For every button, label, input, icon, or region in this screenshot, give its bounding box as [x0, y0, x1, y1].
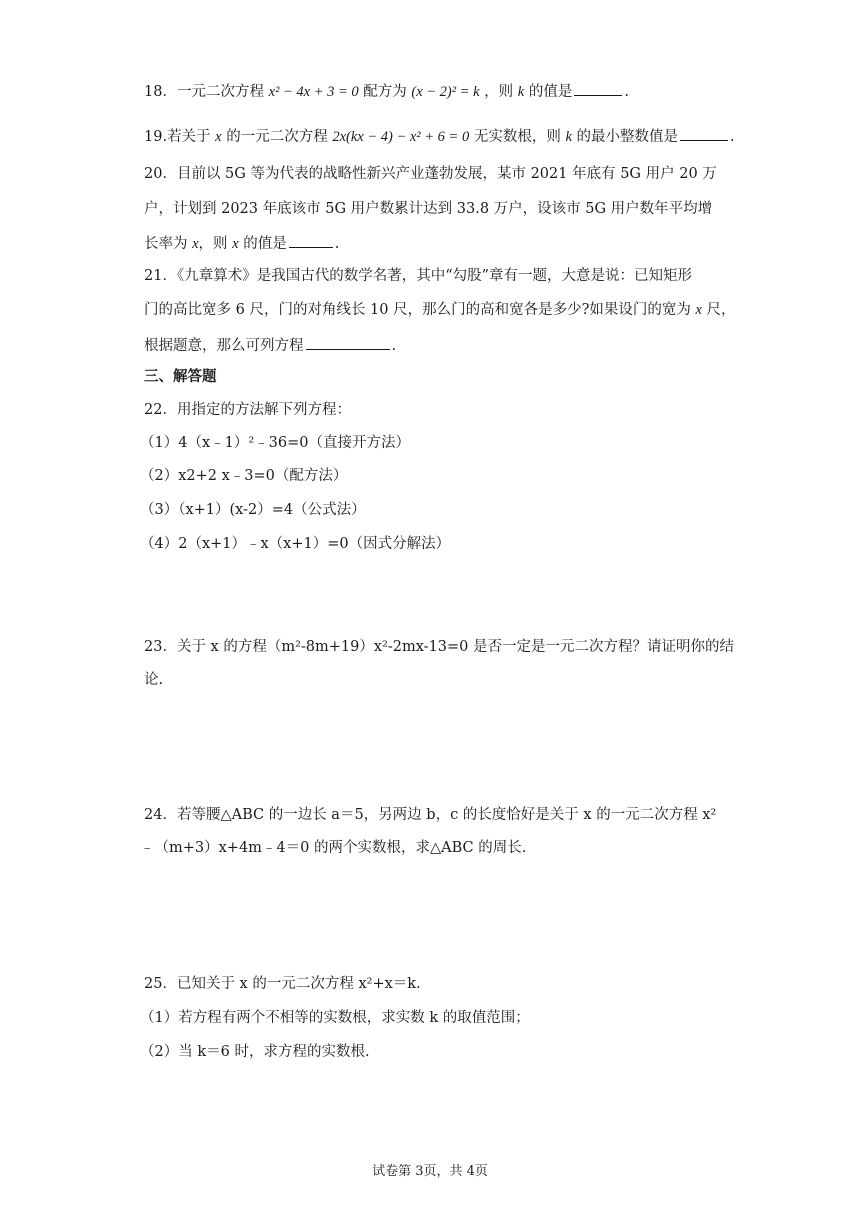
question-22-part-3: （3）（x+1）(x-2）=4（公式法）	[140, 502, 366, 518]
question-21-line-1: 21．《九章算术》是我国古代的数学名著，其中“勾股”章有一题，大意是说：已知矩形	[144, 268, 693, 284]
question-22-part-1: （1）4（x﹣1）²﹣36=0（直接开方法）	[140, 435, 410, 451]
q20-text-2: ，则	[198, 236, 233, 252]
q18-number: 18．	[144, 84, 177, 100]
question-25-line-1: 25．已知关于 x 的一元二次方程 x²+x＝k.	[144, 976, 421, 992]
question-24-line-1: 24．若等腰△ABC 的一边长 a＝5，另两边 b，c 的长度恰好是关于 x 的一元二次方程 x²	[144, 807, 717, 823]
question-24-line-2: ﹣（m+3）x+4m﹣4＝0 的两个实数根，求△ABC 的周长.	[140, 840, 527, 856]
q19-number: 19.	[144, 129, 168, 145]
q21-text-2: 尺，	[701, 302, 736, 318]
q21-period: .	[391, 338, 397, 354]
question-22-part-2: （2）x2+2 x﹣3=0（配方法）	[140, 468, 348, 484]
answer-blank	[680, 125, 728, 141]
question-21-line-3	[144, 334, 396, 356]
q20-x-2: x	[232, 236, 239, 252]
q20-text-3: 的值是	[238, 236, 287, 252]
page-footer: 试卷第 3页，共 4页	[372, 1164, 488, 1179]
question-20-line-1: 20．目前以 5G 等为代表的战略性新兴产业蓬勃发展，某市 2021 年底有 5G 用户 20 万	[144, 166, 717, 182]
q20-text: 长率为	[144, 236, 193, 252]
q18-equation-2: (x − 2)² = k	[411, 84, 480, 100]
answer-blank	[574, 80, 622, 96]
q19-x: x	[215, 129, 222, 145]
q20-x: x	[192, 236, 199, 252]
answer-blank	[289, 232, 333, 248]
q18-period: .	[624, 84, 629, 100]
q21-x: x	[695, 302, 702, 318]
q19-text: 若关于	[167, 129, 216, 145]
q19-text-4: 的最小整数值是	[571, 129, 678, 145]
question-22-part-4: （4）2（x+1）﹣x（x+1）=0（因式分解法）	[140, 536, 451, 552]
q18-k: k	[517, 84, 525, 100]
q18-text-2: 配方为	[358, 84, 412, 100]
question-20-line-3	[144, 232, 339, 254]
q18-text-3: ，则	[479, 84, 518, 100]
q21-text-3: 根据题意，那么可列方程	[144, 338, 304, 354]
q19-text-3: 无实数根，则	[469, 129, 566, 145]
q20-period: .	[334, 236, 340, 252]
question-21-line-2	[144, 300, 736, 320]
q19-k: k	[565, 129, 572, 145]
question-25-part-2: （2）当 k＝6 时，求方程的实数根.	[140, 1044, 370, 1060]
q19-period: .	[729, 129, 735, 145]
q18-text-4: 的值是	[524, 84, 573, 100]
question-23-line-2: 论.	[144, 672, 164, 688]
answer-blank	[306, 334, 390, 350]
question-19	[144, 125, 735, 147]
q21-text: 门的高比宽多 6 尺，门的对角线长 10 尺，那么门的高和宽各是多少?如果设门的宽为	[144, 302, 696, 318]
question-20-line-2: 户，计划到 2023 年底该市 5G 用户数累计达到 33.8 万户，设该市 5G 用户数年平均增	[144, 201, 713, 217]
q19-text-2: 的一元二次方程	[221, 129, 333, 145]
question-18	[144, 80, 629, 102]
question-22-title: 22．用指定的方法解下列方程：	[144, 402, 351, 418]
question-25-part-1: （1）若方程有两个不相等的实数根，求实数 k 的取值范围；	[140, 1010, 530, 1026]
q18-equation: x² − 4x + 3 = 0	[268, 84, 359, 100]
q18-text: 一元二次方程	[176, 84, 269, 100]
q19-equation: 2x(kx − 4) − x² + 6 = 0	[332, 129, 470, 145]
section-heading: 三、解答题	[144, 368, 217, 385]
question-23-line-1: 23．关于 x 的方程（m²-8m+19）x²-2mx-13=0 是否一定是一元二次方程？请证明你的结	[144, 639, 735, 655]
